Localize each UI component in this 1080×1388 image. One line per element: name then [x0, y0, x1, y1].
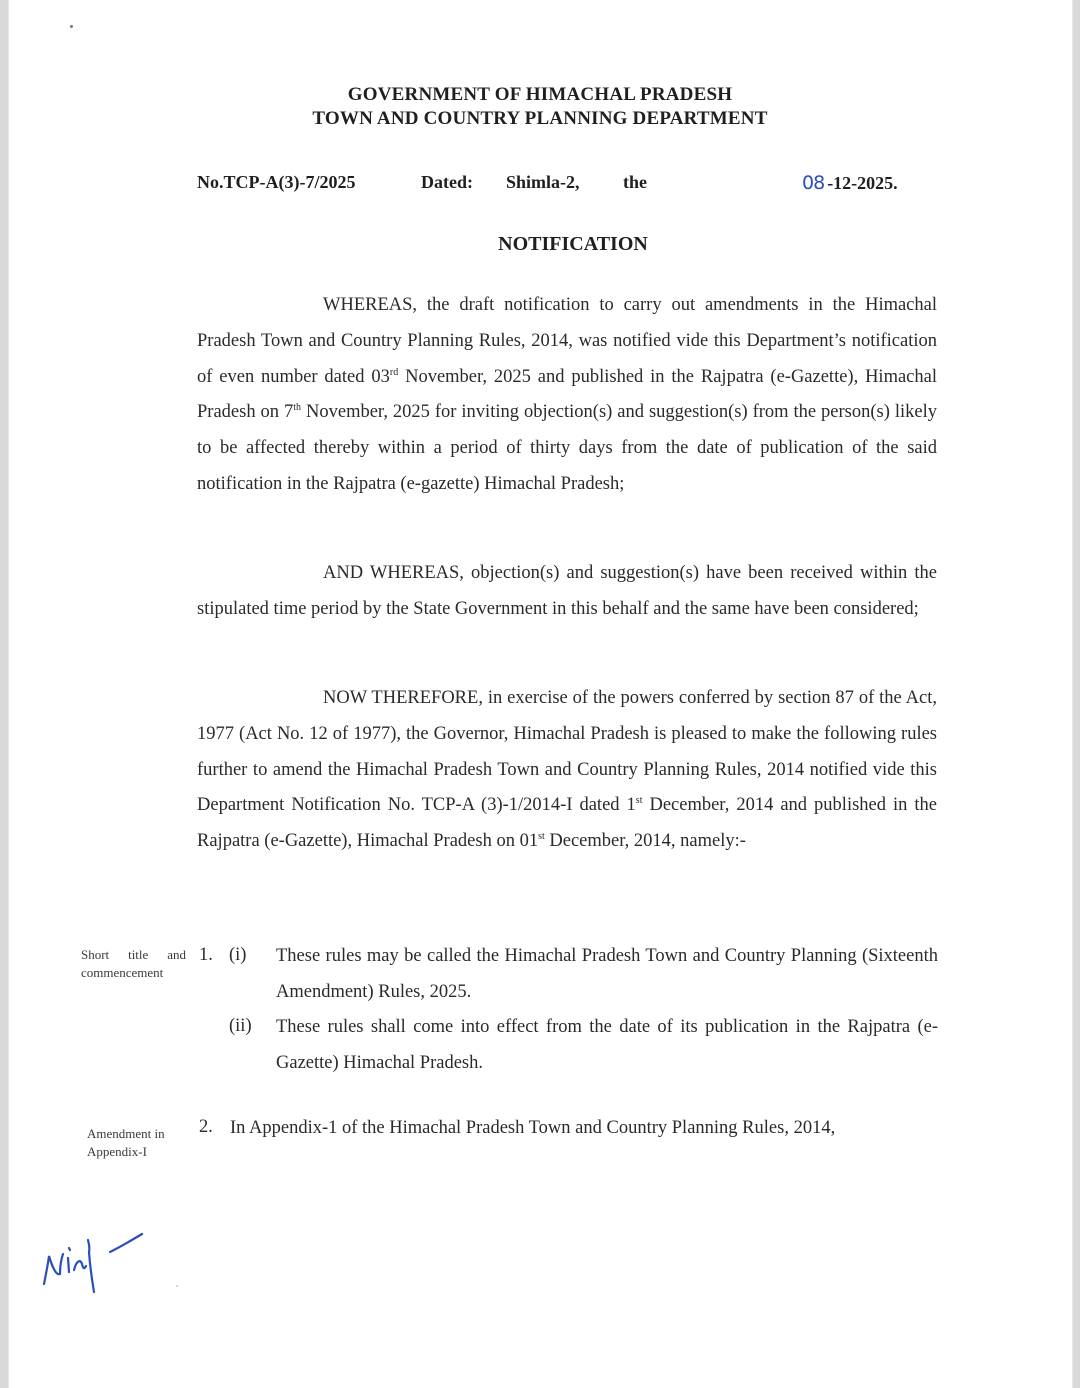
paragraph-now-therefore — [197, 681, 937, 860]
paragraph-text: AND WHEREAS, objection(s) and suggestion(s) have been received within the stipulated time period by the State Government in this behalf and the same have been considered; — [197, 563, 937, 619]
scan-speck — [70, 25, 73, 28]
date-suffix: -12-2025. — [827, 173, 898, 193]
paragraph-text: WHEREAS, the draft notification to carry out amendments in the Himachal Pradesh Town and Country Planning Rules, 2014, was notified vide this Department’s notification of even number dated 03 — [197, 295, 937, 387]
handwritten-day: 08 — [802, 172, 825, 194]
notification-title: NOTIFICATION — [498, 233, 648, 255]
superscript: st — [635, 795, 643, 807]
paragraph-text: NOW THEREFORE, in exercise of the powers conferred by section 87 of the Act, 1977 (Act No. 12 of 1977), the Governor, Himachal Pradesh is pleased to make the following rules further to amend the Himachal Pradesh Town and Country Planning Rules, 2014 notified vide this Department Notification No. TCP-A (3)-1/2014-I dated 1 — [197, 688, 937, 816]
scan-speck — [176, 1285, 178, 1287]
clause-label: (i) — [229, 945, 247, 965]
paragraph-text: November, 2025 for inviting objection(s) and suggestion(s) from the person(s) likely to be affected thereby within a period of thirty days from the date of publication of the said notification in the Rajpatra (e-gazette) Himachal Pradesh; — [197, 402, 937, 494]
notification-date — [802, 172, 898, 194]
margin-note-amendment — [87, 1125, 197, 1161]
clause-text: These rules may be called the Himachal Pradesh Town and Country Planning (Sixteenth Amendment) Rules, 2025. — [276, 946, 938, 1002]
paragraph-whereas — [197, 288, 937, 503]
superscript: th — [293, 402, 302, 414]
margin-note-line: Appendix-I — [87, 1144, 147, 1159]
dated-label: Dated: — [421, 172, 473, 192]
header-department: TOWN AND COUNTRY PLANNING DEPARTMENT — [312, 108, 768, 129]
superscript: rd — [389, 366, 399, 378]
margin-note-line: Amendment in — [87, 1126, 165, 1141]
rule-number: 2. — [199, 1117, 213, 1137]
signature-icon — [36, 1226, 156, 1296]
paragraph-text: December, 2014 and published in the Rajpatra (e-Gazette), Himachal Pradesh on 01 — [197, 795, 937, 852]
rule-number: 1. — [199, 945, 213, 965]
reference-number: No.TCP-A(3)-7/2025 — [197, 172, 356, 192]
margin-note-short-title: Short title and commencement — [81, 947, 186, 980]
the-label: the — [623, 172, 647, 192]
rule-text: In Appendix-1 of the Himachal Pradesh Town and Country Planning Rules, 2014, — [230, 1118, 836, 1138]
paragraph-text: December, 2014, namely:- — [544, 831, 746, 852]
clause-label: (ii) — [229, 1016, 252, 1036]
superscript: st — [538, 831, 545, 843]
header-government: GOVERNMENT OF HIMACHAL PRADESH — [347, 84, 733, 105]
clause-text: These rules shall come into effect from the date of its publication in the Rajpatra (e-Gazette) Himachal Pradesh. — [276, 1017, 938, 1073]
paragraph-and-whereas — [197, 556, 937, 628]
paragraph-text: November, 2025 and published in the Rajpatra (e-Gazette), Himachal Pradesh on 7 — [197, 366, 937, 423]
place-label: Shimla-2, — [506, 172, 580, 192]
